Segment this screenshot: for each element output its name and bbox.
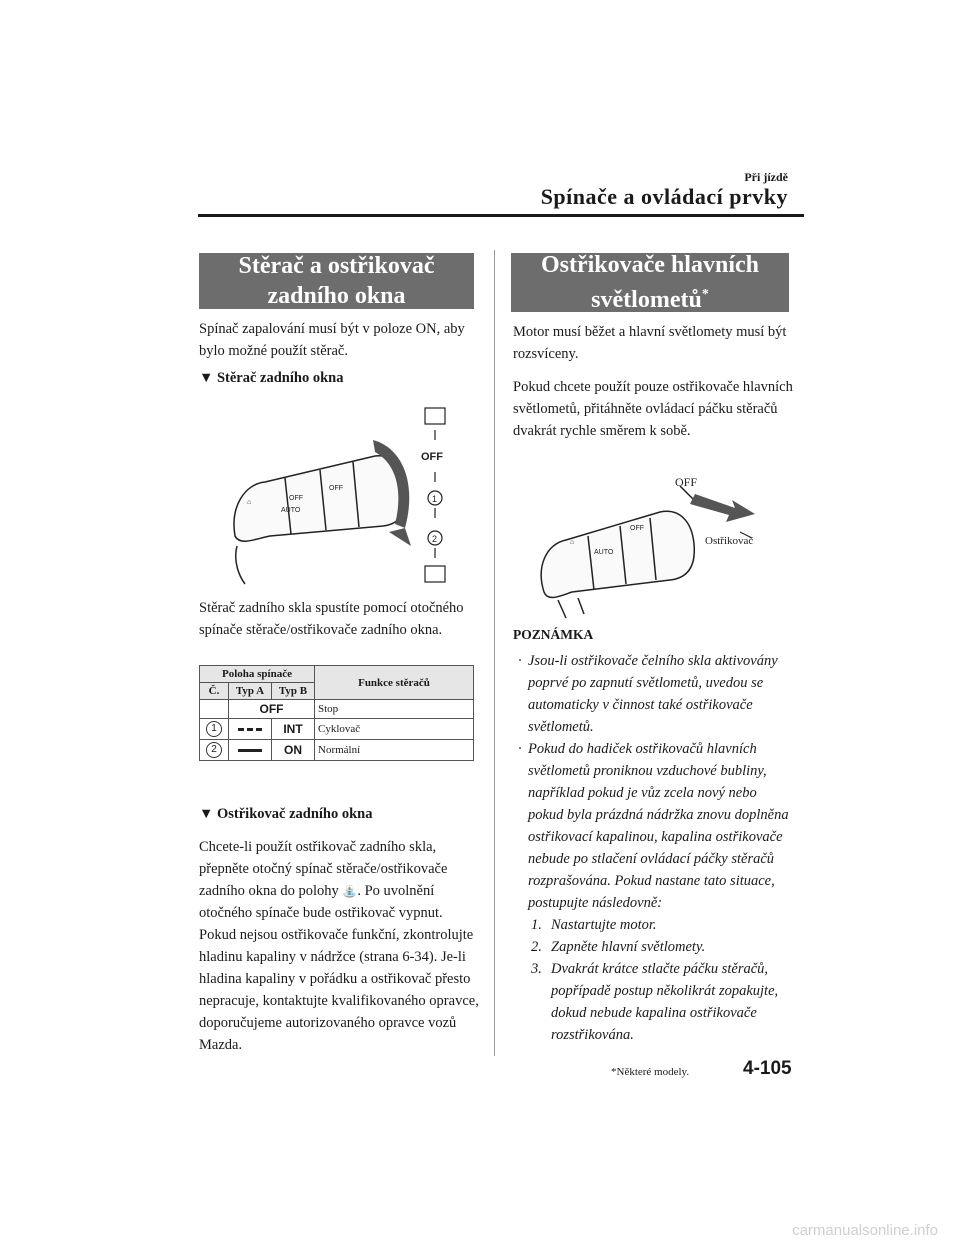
cell-type-a: OFF	[229, 700, 315, 719]
banner-line-1: Ostřikovače hlavních	[540, 252, 759, 278]
section2-text	[199, 836, 481, 1056]
svg-text:AUTO: AUTO	[281, 507, 301, 514]
header-rule	[198, 214, 804, 217]
headlight-text-2: Pokud chcete použít pouze ostřikovače hlavních světlometů, přitáhněte ovládací páčku stěračů dvakrát rychle směrem k sobě.	[513, 379, 793, 439]
page-title: Spínače a ovládací prvky	[540, 184, 788, 209]
footnote-star: *	[701, 287, 709, 302]
svg-text:AUTO: AUTO	[594, 549, 614, 556]
svg-text:OFF: OFF	[630, 525, 644, 532]
figure-label-2: 2	[432, 534, 438, 544]
cell-number: 2	[206, 742, 222, 758]
table-row	[200, 719, 474, 740]
section-banner-headlight-washer	[511, 253, 789, 312]
section-banner-rear-wiper	[199, 253, 474, 309]
section2-text-a: Chcete-li použít ostřikovač zadního skla, přepněte otočný spínač stěrače/ostřikovače zadního okna do polohy	[199, 839, 448, 899]
headlight-washer-lever-figure	[530, 472, 780, 622]
cell-type-b: INT	[272, 719, 315, 740]
svg-text:OFF: OFF	[289, 495, 303, 502]
section2-text-b: . Po uvolnění otočného spínače bude ostřikovač vypnut. Pokud nejsou ostřikovače funkční, zkontrolujte hladinu kapaliny v nádržce (strana 6-34). Je-li hladina kapaliny v pořádku a ostřikovač přesto nepracuje, kontaktujte kvalifikovaného opravce, doporučujeme autorizovaného opravce vozů Mazda.	[199, 883, 479, 1053]
figure-label-off: OFF	[421, 451, 443, 463]
cell-function: Normální	[315, 740, 474, 761]
washer-icon: ⛲	[342, 884, 358, 898]
svg-text:⌂: ⌂	[570, 539, 575, 546]
note-bullet-2: · Pokud do hadiček ostřikovačů hlavních světlometů proniknou vzduchové bubliny, například pokud je vůz zcela nový nebo pokud byla prázdná nádržka znovu doplněna ostřikovací kapalinou, kapalina ostřikovače nebude po stlačení ovládací páčky stěračů rozprašována. Pokud nastane tato situace, postupujte následovně:	[518, 741, 789, 911]
watermark: carmanualsonline.info	[792, 1222, 938, 1239]
cell-function: Stop	[315, 700, 474, 719]
figure-label-off: OFF	[675, 475, 698, 489]
column-divider	[494, 250, 495, 1056]
table-head-type-b: Typ B	[272, 683, 315, 700]
cell-type-b: ON	[272, 740, 315, 761]
banner-line-2: světlometů*	[591, 287, 709, 313]
table-head-position: Poloha spínače	[200, 666, 315, 683]
int-dashed-icon	[238, 728, 262, 731]
figure-label-1: 1	[432, 494, 438, 504]
table-row	[200, 700, 474, 719]
on-solid-icon	[238, 749, 262, 752]
section-title-rear-washer: ▼ Ostřikovač zadního okna	[199, 806, 373, 822]
headlight-text-1: Motor musí běžet a hlavní světlomety musí být rozsvíceny.	[513, 324, 787, 362]
intro-text: Spínač zapalování musí být v poloze ON, aby bylo možné použít stěrač.	[199, 321, 465, 359]
page-number: 4-105	[743, 1058, 792, 1079]
step-1: 1. Nastartujte motor.	[531, 917, 657, 933]
step-2: 2. Zapněte hlavní světlomety.	[531, 939, 706, 955]
note-bullet-1: · Jsou-li ostřikovače čelního skla aktivovány poprvé po zapnutí světlometů, uvedou se automaticky v činnost také ostřikovače světlometů.	[518, 653, 778, 735]
cell-number: 1	[206, 721, 222, 737]
svg-text:⌂: ⌂	[247, 499, 252, 506]
note-title: POZNÁMKA	[513, 627, 594, 642]
step-3: 3. Dvakrát krátce stlačte páčku stěračů, popřípadě postup několikrát zopakujte, dokud nebude kapalina ostřikovače rozstřikována.	[531, 961, 779, 1043]
table-row	[200, 740, 474, 761]
cell-function: Cyklovač	[315, 719, 474, 740]
switch-position-table	[199, 665, 474, 761]
section1-text: Stěrač zadního skla spustíte pomocí otočného spínače stěrače/ostřikovače zadního okna.	[199, 600, 464, 638]
footnote: *Některé modely.	[611, 1066, 690, 1078]
header-subtitle: Při jízdě	[744, 170, 788, 184]
svg-text:OFF: OFF	[329, 485, 343, 492]
table-head-function: Funkce stěračů	[315, 666, 474, 700]
figure-label-washer: Ostřikovač	[705, 535, 754, 547]
table-head-type-a: Typ A	[229, 683, 272, 700]
section-title-rear-wiper: ▼ Stěrač zadního okna	[199, 370, 344, 386]
table-head-no: Č.	[200, 683, 229, 700]
banner-line-2: zadního okna	[267, 283, 406, 309]
banner-line-1: Stěrač a ostřikovač	[238, 253, 435, 279]
rear-wiper-lever-figure	[225, 396, 465, 586]
